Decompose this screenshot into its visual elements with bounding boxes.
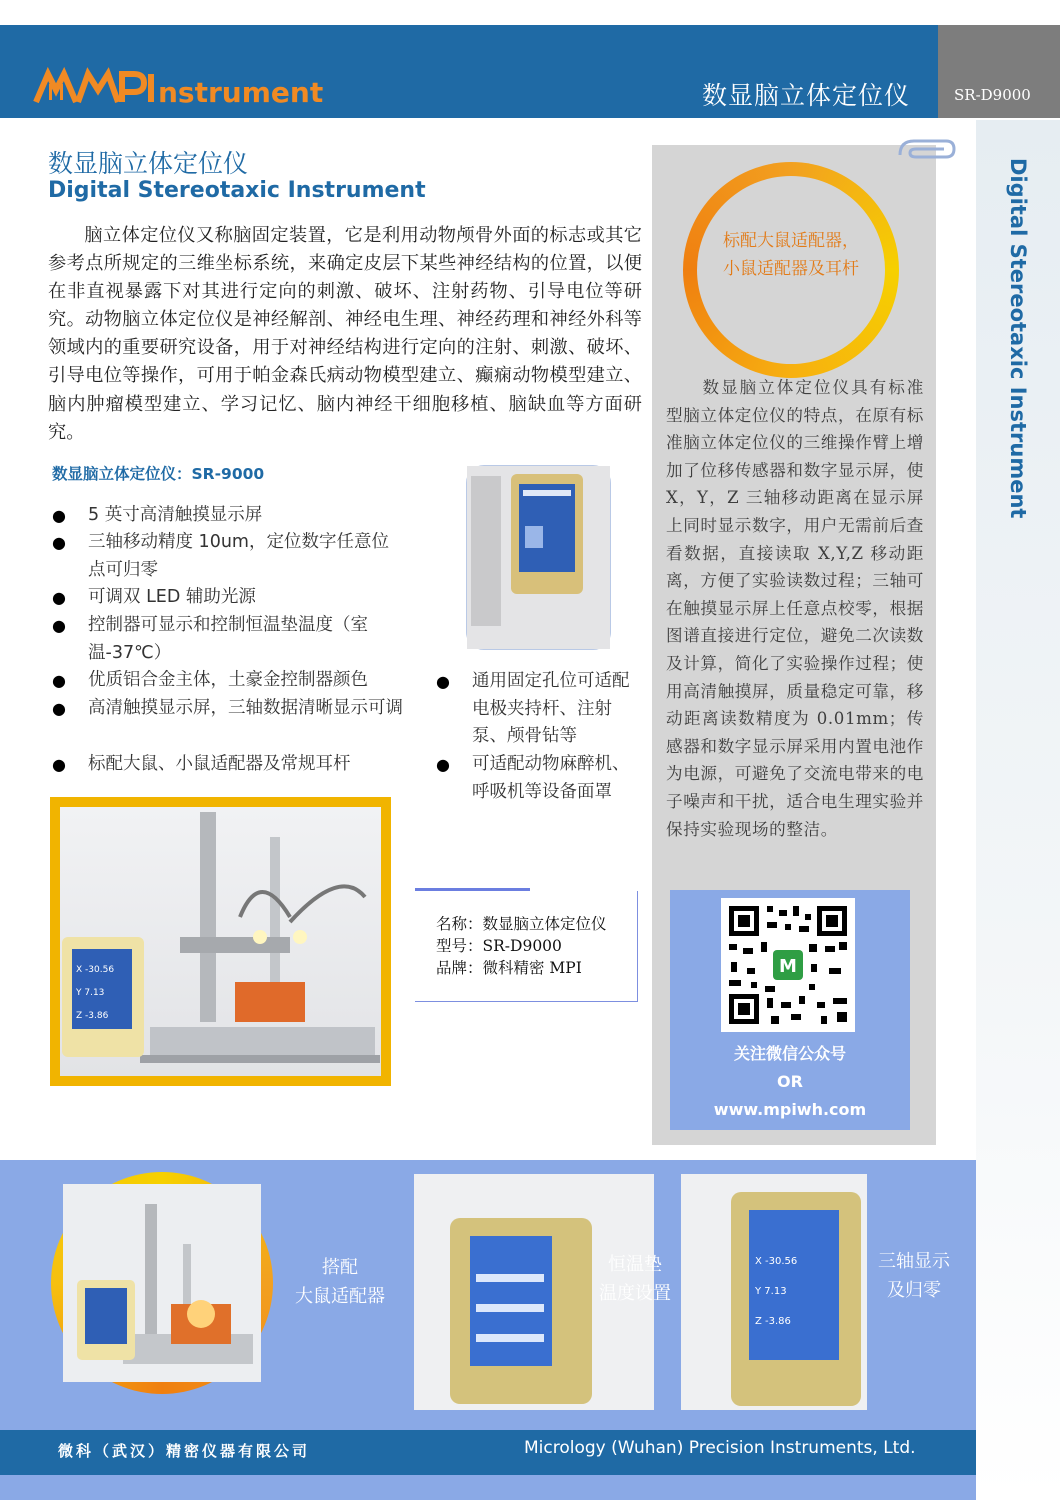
footer-company-cn: 微科（武汉）精密仪器有限公司 <box>58 1442 311 1460</box>
mpi-logo <box>34 58 324 112</box>
page-title-en: Digital Stereotaxic Instrument <box>48 178 426 203</box>
model-badge <box>938 25 1060 118</box>
vertical-side-title: Digital Stereotaxic Instrument <box>1006 158 1030 519</box>
svg-text:Z -3.86: Z -3.86 <box>755 1316 791 1327</box>
feature-item: ● 高清触摸显示屏，三轴数据清晰显示可调 <box>52 698 403 718</box>
header-title: 数显脑立体定位仪 <box>701 81 910 110</box>
model-text: SR-D9000 <box>954 86 1031 104</box>
feature-item: ● 标配大鼠、小鼠适配器及常规耳杆 <box>52 754 351 774</box>
controller-photo <box>466 465 611 650</box>
feature-item: ● 控制器可显示和控制恒温垫温度（室温-37℃） <box>52 615 368 663</box>
product-info-text <box>436 913 607 979</box>
footer-company-en: Micrology (Wuhan) Precision Instruments, Ltd. <box>524 1438 916 1458</box>
band-label-3: 三轴显示 及归零 <box>878 1251 950 1301</box>
product-name: 名称：数显脑立体定位仪 <box>436 915 607 933</box>
product-model: 型号：SR-D9000 <box>436 937 562 955</box>
website-link[interactable]: www.mpiwh.com <box>713 1100 867 1119</box>
svg-text:Y 7.13: Y 7.13 <box>755 1286 787 1297</box>
band-label-1: 搭配 大鼠适配器 <box>295 1257 385 1307</box>
highlight-text: 标配大鼠适配器，小鼠适配器及耳杆 <box>723 231 859 279</box>
feature-item: ● 通用固定孔位可适配电极夹持杆、注射泵、颅骨钻等 <box>436 671 630 746</box>
svg-text:X -30.56: X -30.56 <box>755 1256 798 1267</box>
feature-item: ● 可适配动物麻醉机、呼吸机等设备面罩 <box>436 754 630 802</box>
svg-text:M: M <box>779 956 797 977</box>
svg-text:X -30.56: X -30.56 <box>76 965 115 975</box>
feature-item: ● 可调双 LED 辅助光源 <box>52 587 256 607</box>
svg-text:Y 7.13: Y 7.13 <box>76 988 105 998</box>
qr-caption-line: 关注微信公众号 <box>733 1044 846 1063</box>
band-label-2: 恒温垫 温度设置 <box>599 1254 671 1304</box>
card-accent <box>415 888 530 891</box>
model-subheading: 数显脑立体定位仪：SR-9000 <box>52 465 265 483</box>
sidebar-description: 数显脑立体定位仪具有标准型脑立体定位仪的特点，在原有标准脑立体定位仪的三维操作臂上增加了位移传感器和数字显示屏，使 X，Y，Z 三轴移动距离在显示屏上同时显示数字，用户无需前后查看数据，直接读取 X,Y,Z 移动距离，方便了实验读数过程；三轴可在触摸显示屏上任意点校零，根据图谱直接进行定位，避免二次读数及计算，简化了实验操作过程；使用高清触摸屏，质量稳定可靠，移动距离读数精度为 0.01mm；传感器和数字显示屏采用内置电池作为电源，可避免了交流电带来的电子噪声和干扰，适合电生理实验并保持实验现场的整洁。 <box>666 378 924 839</box>
intro-paragraph: 脑立体定位仪又称脑固定装置，它是利用动物颅骨外面的标志或其它参考点所规定的三维坐标系统，来确定皮层下某些神经结构的位置，以便在非直视暴露下对其进行定向的刺激、破坏、注射药物、引导电位等研究。动物脑立体定位仪是神经解剖、神经电生理、神经药理和神经外科等领域内的重要研究设备，用于对神经结构进行定向的注射、刺激、破坏、引导电位等操作，可用于帕金森氏病动物模型建立、癫痫动物模型建立、脑内肿瘤模型建立、学习记忆、脑内神经干细胞移植、脑缺血等方面研究。 <box>48 225 642 443</box>
feature-item: ● 优质铝合金主体，土豪金控制器颜色 <box>52 670 368 690</box>
page-title-cn: 数显脑立体定位仪 <box>48 149 249 178</box>
paperclip-icon <box>894 135 958 175</box>
three-axis-display-photo <box>681 1174 867 1410</box>
feature-item: ● 三轴移动精度 10um，定位数字任意位点可归零 <box>52 532 389 580</box>
svg-text:nstrument: nstrument <box>158 76 324 109</box>
rat-adapter-photo <box>63 1184 261 1382</box>
footer-bottom-strip <box>0 1475 976 1500</box>
qr-caption-line: OR <box>777 1072 803 1091</box>
product-brand: 品牌：微科精密 MPI <box>436 959 582 977</box>
qr-caption <box>670 1040 910 1124</box>
product-photo-image <box>60 807 381 1076</box>
svg-text:Z -3.86: Z -3.86 <box>76 1011 109 1021</box>
qr-code-icon[interactable] <box>721 898 855 1032</box>
feature-item: ● 5 英寸高清触摸显示屏 <box>52 505 263 525</box>
